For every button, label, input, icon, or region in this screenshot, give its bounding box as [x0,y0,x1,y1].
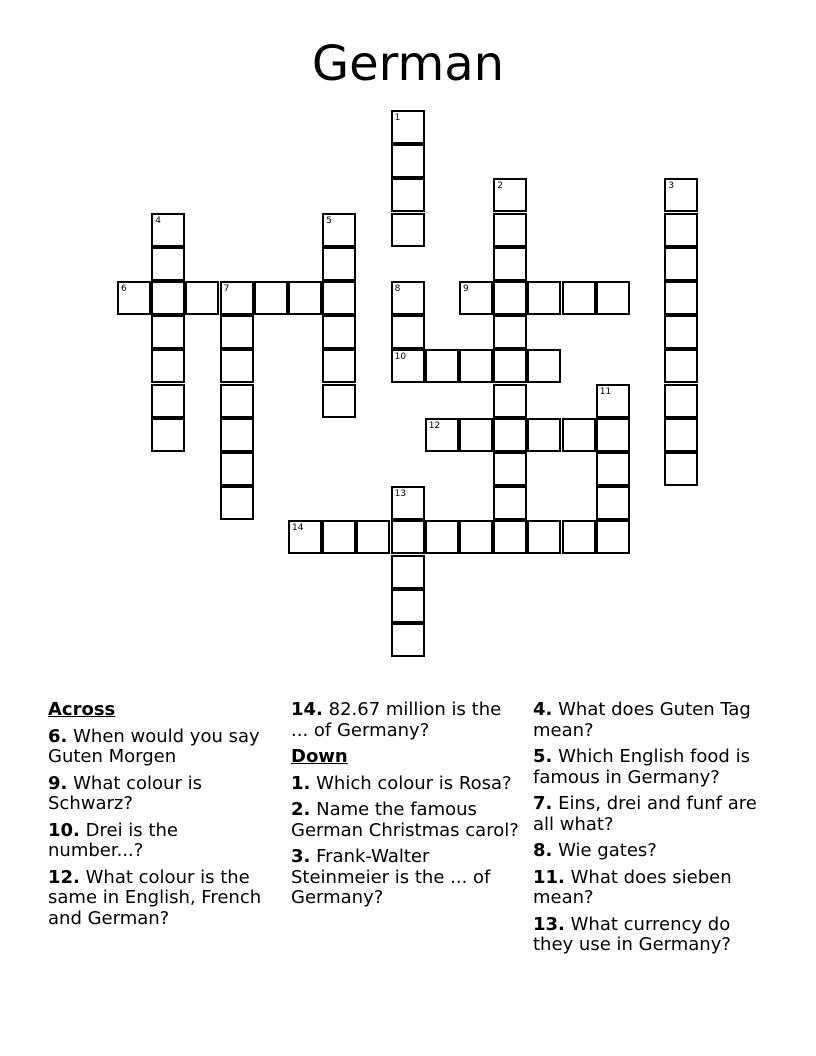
grid-cell[interactable] [527,349,561,383]
cell-number: 3 [668,181,674,192]
grid-cell[interactable] [425,349,459,383]
grid-cell[interactable] [117,281,151,315]
clue-across-12: 12. What colour is the same in English, French and German? [48,866,262,929]
grid-cell[interactable] [288,520,322,554]
grid-cell[interactable] [151,281,185,315]
grid-cell[interactable] [391,486,425,520]
grid-cell[interactable] [493,247,527,281]
grid-cell[interactable] [391,144,425,178]
grid-cell[interactable] [493,384,527,418]
grid-cell[interactable] [664,213,698,247]
cell-number: 6 [121,284,127,294]
grid-cell[interactable] [151,418,185,452]
grid-cell[interactable] [664,178,698,212]
grid-cell[interactable] [664,452,698,486]
grid-cell[interactable] [596,418,630,452]
grid-cell[interactable] [596,520,630,554]
grid-cell[interactable] [493,486,527,520]
grid-cell[interactable] [254,281,288,315]
grid-cell[interactable] [322,213,356,247]
cell-number: 10 [394,352,407,363]
clue-down-5: 5. Which English food is famous in Germany? [533,746,750,788]
cell-number: 4 [155,215,161,226]
grid-cell[interactable] [391,520,425,554]
cell-number: 5 [326,215,332,226]
cell-number: 14 [292,523,304,534]
grid-cell[interactable] [356,520,390,554]
grid-cell[interactable] [664,418,698,452]
grid-cell[interactable] [596,486,630,520]
grid-cell[interactable] [664,349,698,383]
grid-cell[interactable] [562,418,596,452]
clue-across-6: 6. When would you say Guten Morgen [48,725,260,767]
clue-across-14: 14. 82.67 million is the ... of Germany? [291,699,502,741]
grid-cell[interactable] [493,520,527,554]
grid-cell[interactable] [391,349,425,383]
grid-cell[interactable] [493,452,527,486]
grid-cell[interactable] [322,247,356,281]
grid-cell[interactable] [664,247,698,281]
grid-cell[interactable] [459,418,493,452]
grid-cell[interactable] [220,452,254,486]
grid-cell[interactable] [322,384,356,418]
grid-cell[interactable] [425,520,459,554]
grid-cell[interactable] [493,178,527,212]
puzzle-title: German [311,36,505,92]
clues-column-1 [48,700,278,935]
grid-cell[interactable] [391,213,425,247]
clues-column-3 [533,700,763,962]
cell-number: 11 [599,386,612,397]
grid-cell[interactable] [151,349,185,383]
grid-cell[interactable] [322,315,356,349]
grid-cell[interactable] [596,281,630,315]
grid-cell[interactable] [391,589,425,623]
clue-down-13: 13. What currency do they use in Germany? [533,913,731,955]
grid-cell[interactable] [527,418,561,452]
grid-cell[interactable] [493,315,527,349]
cell-number: 12 [428,420,441,431]
grid-cell[interactable] [288,281,322,315]
clue-across-9: 9. What colour is Schwarz? [48,772,202,814]
grid-cell[interactable] [220,349,254,383]
grid-cell[interactable] [493,213,527,247]
cell-number: 8 [394,284,401,294]
across-heading: Across [48,699,116,720]
grid-cell[interactable] [391,555,425,589]
grid-cell[interactable] [664,281,698,315]
grid-cell[interactable] [151,384,185,418]
grid-cell[interactable] [562,281,596,315]
clue-down-8: 8. Wie gates? [533,840,657,861]
grid-cell[interactable] [391,315,425,349]
grid-cell[interactable] [493,281,527,315]
grid-cell[interactable] [220,281,254,315]
clue-down-11: 11. What does sieben mean? [533,866,732,908]
grid-cell[interactable] [459,281,493,315]
grid-cell[interactable] [220,486,254,520]
grid-cell[interactable] [322,349,356,383]
grid-cell[interactable] [322,520,356,554]
grid-cell[interactable] [596,452,630,486]
grid-cell[interactable] [391,178,425,212]
grid-cell[interactable] [562,520,596,554]
clue-across-10: 10. Drei is the number...? [48,819,178,861]
grid-cell[interactable] [493,349,527,383]
clue-down-2: 2. Name the famous German Christmas carol? [291,799,519,841]
grid-cell[interactable] [220,315,254,349]
cell-number: 7 [223,284,230,294]
clue-down-3: 3. Frank-Walter Steinmeier is the ... of Germany? [291,846,491,908]
grid-cell[interactable] [596,384,630,418]
down-heading: Down [291,746,348,767]
grid-cell[interactable] [151,213,185,247]
cell-number: 13 [394,489,407,500]
grid-cell[interactable] [185,281,219,315]
grid-cell[interactable] [459,349,493,383]
grid-cell[interactable] [151,247,185,281]
cell-number: 9 [463,284,469,294]
grid-cell[interactable] [664,315,698,349]
grid-cell[interactable] [664,384,698,418]
grid-cell[interactable] [493,418,527,452]
clue-down-1: 1. Which colour is Rosa? [291,772,512,794]
grid-cell[interactable] [391,623,425,657]
grid-cell[interactable] [527,281,561,315]
clues-column-2 [291,700,523,915]
clue-down-4: 4. What does Guten Tag mean? [533,699,751,741]
grid-cell[interactable] [459,520,493,554]
clue-down-7: 7. Eins, drei and funf are all what? [533,793,757,835]
grid-cell[interactable] [151,315,185,349]
grid-cell[interactable] [220,384,254,418]
grid-cell[interactable] [322,281,356,315]
cell-number: 1 [394,113,401,123]
grid-cell[interactable] [425,418,459,452]
grid-cell[interactable] [220,418,254,452]
cell-number: 2 [497,181,503,192]
grid-cell[interactable] [527,520,561,554]
grid-cell[interactable] [391,281,425,315]
grid-cell[interactable] [391,110,425,144]
